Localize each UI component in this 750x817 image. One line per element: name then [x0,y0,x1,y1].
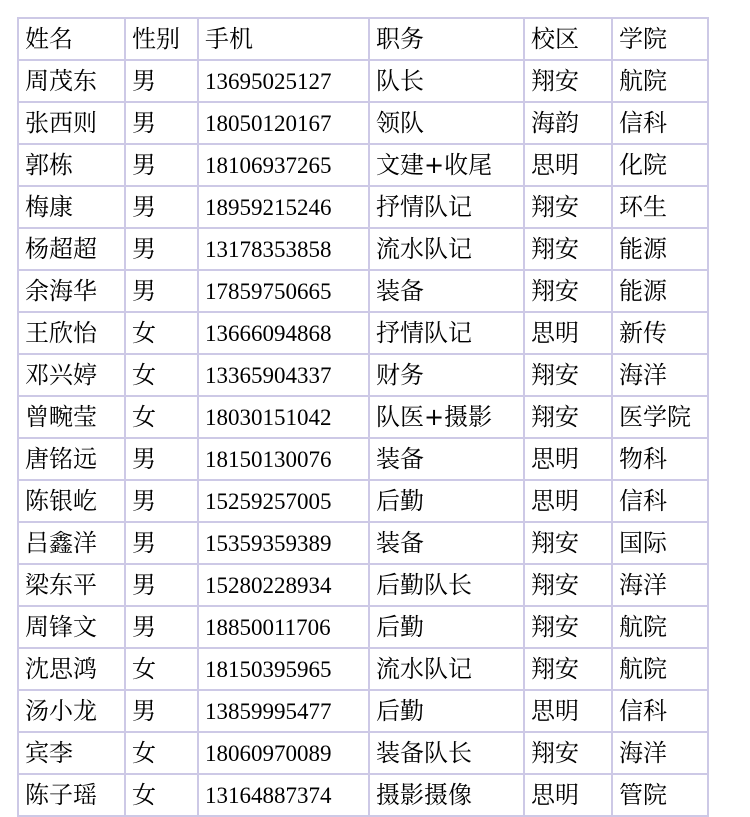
cell-name: 沈思鸿 [18,648,125,690]
table-row [18,312,708,354]
header-college: 学院 [612,18,708,60]
cell-campus: 思明 [524,774,612,816]
cell-role: 队医+摄影 [369,396,524,438]
cell-role: 抒情队记 [369,312,524,354]
cell-campus: 翔安 [524,732,612,774]
cell-gender: 女 [125,312,198,354]
cell-phone: 13178353858 [198,228,369,270]
header-role: 职务 [369,18,524,60]
table-row [18,60,708,102]
cell-gender: 男 [125,438,198,480]
table-row [18,690,708,732]
cell-campus: 思明 [524,690,612,732]
cell-campus: 翔安 [524,186,612,228]
cell-gender: 男 [125,606,198,648]
header-phone: 手机 [198,18,369,60]
cell-name: 曾畹莹 [18,396,125,438]
cell-phone: 18150130076 [198,438,369,480]
cell-phone: 13695025127 [198,60,369,102]
cell-phone: 13365904337 [198,354,369,396]
cell-campus: 翔安 [524,228,612,270]
cell-role: 装备队长 [369,732,524,774]
cell-name: 陈子瑶 [18,774,125,816]
cell-phone: 13859995477 [198,690,369,732]
cell-role: 抒情队记 [369,186,524,228]
cell-phone: 18850011706 [198,606,369,648]
header-row [18,18,708,60]
cell-role: 队长 [369,60,524,102]
cell-gender: 男 [125,564,198,606]
cell-name: 周茂东 [18,60,125,102]
cell-phone: 17859750665 [198,270,369,312]
header-name: 姓名 [18,18,125,60]
cell-college: 信科 [612,480,708,522]
cell-campus: 翔安 [524,648,612,690]
cell-campus: 思明 [524,438,612,480]
cell-role: 财务 [369,354,524,396]
cell-role: 后勤 [369,690,524,732]
cell-gender: 男 [125,270,198,312]
cell-gender: 男 [125,60,198,102]
cell-name: 梅康 [18,186,125,228]
cell-role: 后勤队长 [369,564,524,606]
cell-name: 周锋文 [18,606,125,648]
table-row [18,438,708,480]
cell-gender: 男 [125,480,198,522]
cell-role: 领队 [369,102,524,144]
cell-college: 海洋 [612,732,708,774]
cell-phone: 18150395965 [198,648,369,690]
cell-name: 王欣怡 [18,312,125,354]
roster-body [18,18,708,816]
cell-campus: 思明 [524,144,612,186]
cell-phone: 18030151042 [198,396,369,438]
cell-college: 信科 [612,690,708,732]
cell-name: 余海华 [18,270,125,312]
cell-phone: 13666094868 [198,312,369,354]
cell-college: 物科 [612,438,708,480]
cell-role: 后勤 [369,606,524,648]
cell-role: 后勤 [369,480,524,522]
cell-phone: 18060970089 [198,732,369,774]
table-row [18,480,708,522]
cell-college: 国际 [612,522,708,564]
cell-gender: 女 [125,774,198,816]
cell-college: 航院 [612,648,708,690]
table-row [18,144,708,186]
cell-gender: 女 [125,732,198,774]
cell-campus: 翔安 [524,396,612,438]
table-row [18,648,708,690]
table-row [18,102,708,144]
cell-name: 汤小龙 [18,690,125,732]
table-row [18,186,708,228]
cell-college: 航院 [612,60,708,102]
table-row [18,354,708,396]
cell-name: 邓兴婷 [18,354,125,396]
cell-name: 张西则 [18,102,125,144]
cell-phone: 18106937265 [198,144,369,186]
cell-gender: 男 [125,522,198,564]
cell-college: 化院 [612,144,708,186]
cell-role: 装备 [369,438,524,480]
cell-college: 海洋 [612,354,708,396]
cell-campus: 翔安 [524,354,612,396]
cell-phone: 13164887374 [198,774,369,816]
cell-name: 陈银屹 [18,480,125,522]
cell-gender: 女 [125,354,198,396]
cell-role: 文建+收尾 [369,144,524,186]
cell-name: 吕鑫洋 [18,522,125,564]
cell-phone: 18050120167 [198,102,369,144]
cell-role: 摄影摄像 [369,774,524,816]
cell-phone: 15359359389 [198,522,369,564]
table-row [18,228,708,270]
table-row [18,396,708,438]
cell-college: 信科 [612,102,708,144]
cell-college: 航院 [612,606,708,648]
cell-name: 唐铭远 [18,438,125,480]
cell-phone: 15259257005 [198,480,369,522]
cell-name: 宾李 [18,732,125,774]
table-row [18,564,708,606]
cell-campus: 翔安 [524,60,612,102]
cell-campus: 思明 [524,312,612,354]
cell-college: 环生 [612,186,708,228]
cell-campus: 思明 [524,480,612,522]
cell-role: 流水队记 [369,648,524,690]
cell-college: 医学院 [612,396,708,438]
cell-campus: 翔安 [524,270,612,312]
table-row [18,522,708,564]
table-row [18,732,708,774]
cell-gender: 男 [125,228,198,270]
cell-campus: 海韵 [524,102,612,144]
cell-college: 管院 [612,774,708,816]
cell-college: 海洋 [612,564,708,606]
cell-phone: 18959215246 [198,186,369,228]
cell-campus: 翔安 [524,564,612,606]
cell-role: 装备 [369,522,524,564]
cell-gender: 男 [125,102,198,144]
cell-gender: 女 [125,396,198,438]
cell-role: 流水队记 [369,228,524,270]
cell-phone: 15280228934 [198,564,369,606]
cell-name: 梁东平 [18,564,125,606]
cell-college: 能源 [612,228,708,270]
header-gender: 性别 [125,18,198,60]
cell-gender: 女 [125,648,198,690]
roster-table [17,17,709,817]
cell-gender: 男 [125,186,198,228]
table-row [18,606,708,648]
table-row [18,270,708,312]
cell-role: 装备 [369,270,524,312]
cell-gender: 男 [125,144,198,186]
cell-college: 新传 [612,312,708,354]
cell-campus: 翔安 [524,606,612,648]
cell-name: 杨超超 [18,228,125,270]
cell-name: 郭栋 [18,144,125,186]
cell-gender: 男 [125,690,198,732]
cell-campus: 翔安 [524,522,612,564]
cell-college: 能源 [612,270,708,312]
header-campus: 校区 [524,18,612,60]
